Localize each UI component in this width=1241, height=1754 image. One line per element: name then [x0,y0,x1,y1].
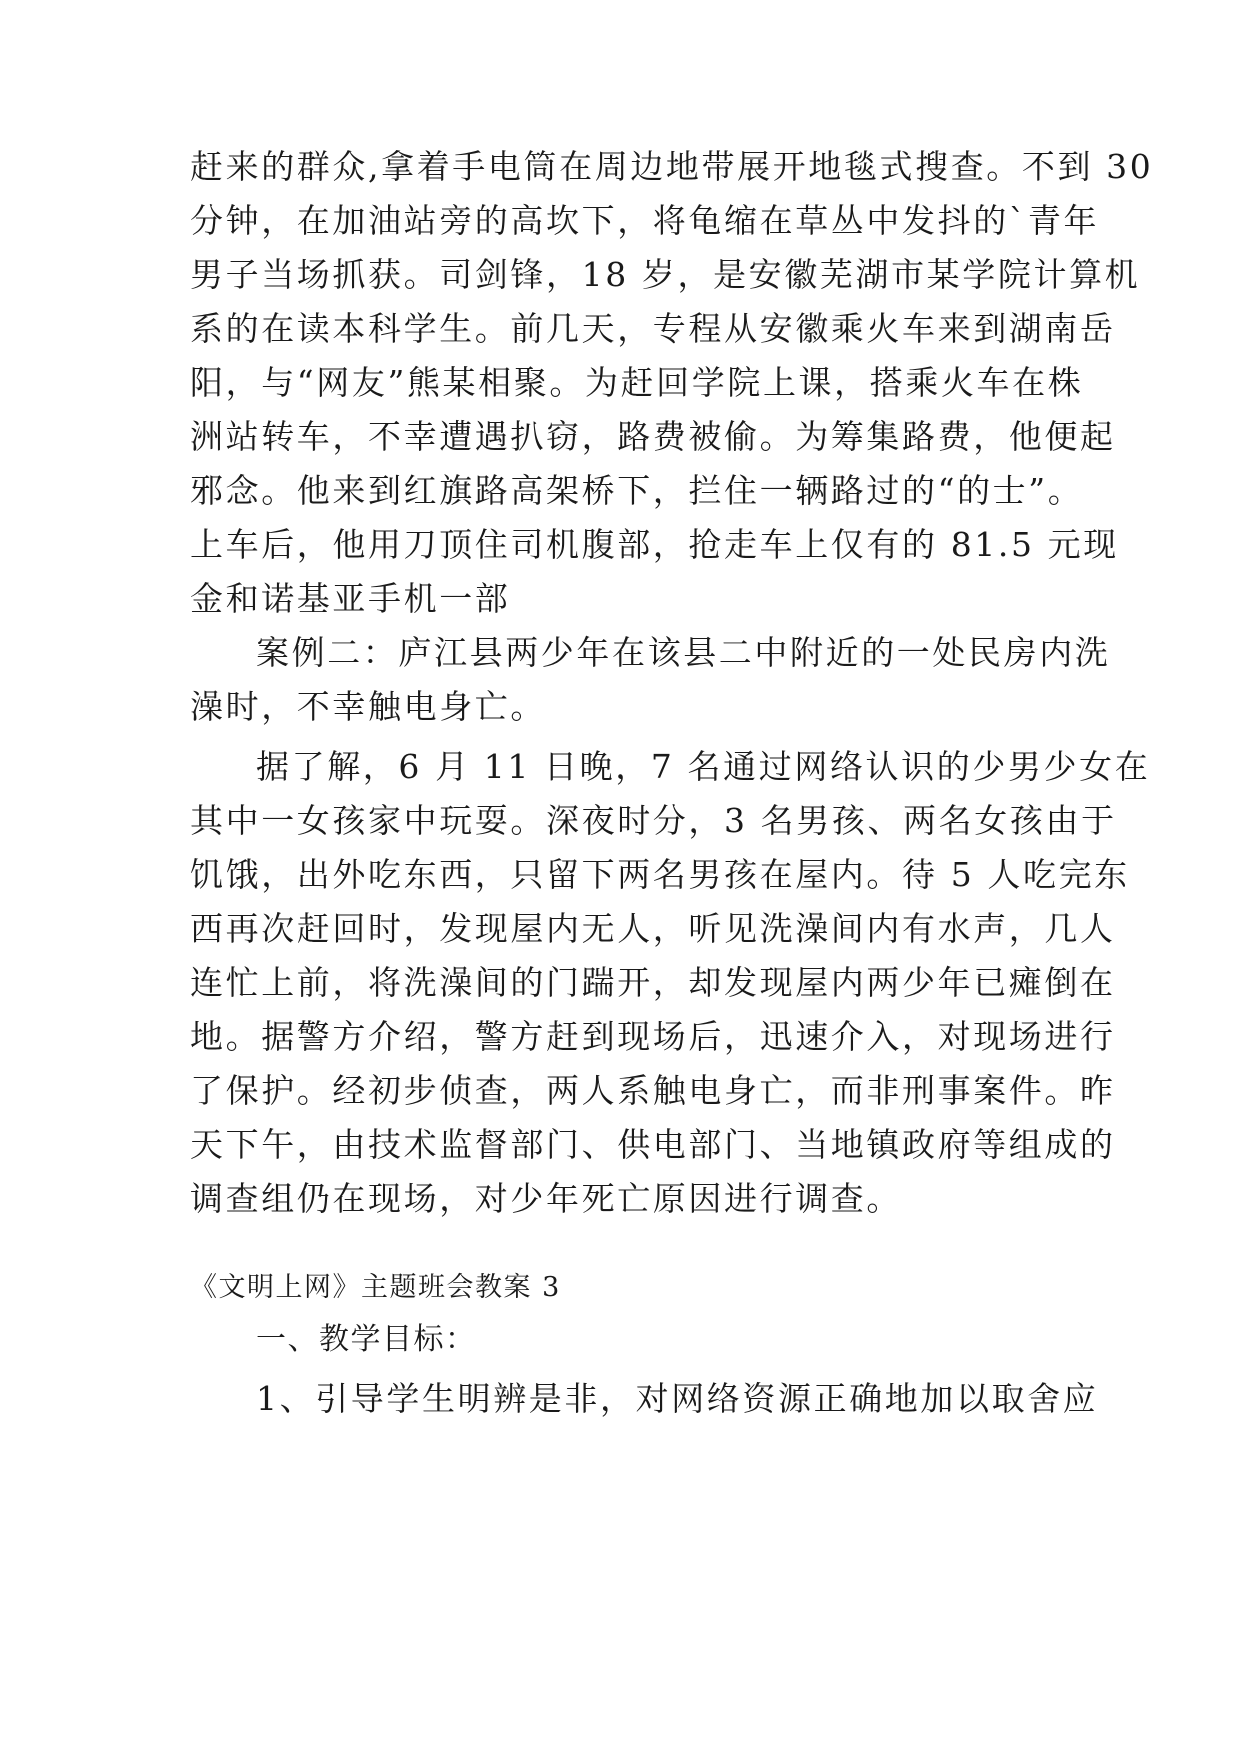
paragraph-line: 调查组仍在现场，对少年死亡原因进行调查。 [190,1179,902,1218]
paragraph-line: 男子当场抓获。司剑锋，18 岁，是安徽芜湖市某学院计算机 [190,255,1141,294]
paragraph-line: 分钟，在加油站旁的高坎下，将龟缩在草丛中发抖的`青年 [190,201,1100,240]
paragraph-line: 赶来的群众,拿着手电筒在周边地带展开地毯式搜查。不到 30 [190,147,1154,186]
paragraph-line: 邪念。他来到红旗路高架桥下，拦住一辆路过的“的士”。 [190,471,1084,510]
paragraph-line: 金和诺基亚手机一部 [190,579,511,618]
paragraph-line: 饥饿，出外吃东西，只留下两名男孩在屋内。待 5 人吃完东 [190,855,1130,894]
paragraph-line: 上车后，他用刀顶住司机腹部，抢走车上仅有的 81.5 元现 [190,525,1119,564]
objective-item-1: 1、引导学生明辨是非，对网络资源正确地加以取舍应 [256,1379,1099,1418]
paragraph-line: 连忙上前，将洗澡间的门踹开，却发现屋内两少年已瘫倒在 [190,963,1116,1002]
paragraph-line: 西再次赶回时，发现屋内无人，听见洗澡间内有水声，几人 [190,909,1116,948]
paragraph-line: 地。据警方介绍，警方赶到现场后，迅速介入，对现场进行 [190,1017,1116,1056]
section-subheading: 一、教学目标： [256,1322,477,1357]
paragraph-line: 了保护。经初步侦查，两人系触电身亡，而非刑事案件。昨 [190,1071,1116,1110]
paragraph-line: 洲站转车，不幸遭遇扒窃，路费被偷。为筹集路费，他便起 [190,417,1116,456]
paragraph-line: 其中一女孩家中玩耍。深夜时分，3 名男孩、两名女孩由于 [190,801,1117,840]
paragraph-line: 澡时，不幸触电身亡。 [190,687,546,726]
paragraph-line: 阳，与“网友”熊某相聚。为赶回学院上课，搭乘火车在株 [190,363,1084,402]
section-title: 《文明上网》主题班会教案 3 [190,1272,561,1303]
paragraph-line: 天下午，由技术监督部门、供电部门、当地镇政府等组成的 [190,1125,1116,1164]
detail-paragraph: 据了解，6 月 11 日晚，7 名通过网络认识的少男少女在 [256,747,1151,786]
case-two-paragraph: 案例二：庐江县两少年在该县二中附近的一处民房内洗 [256,633,1111,672]
paragraph-line: 系的在读本科学生。前几天，专程从安徽乘火车来到湖南岳 [190,309,1116,348]
